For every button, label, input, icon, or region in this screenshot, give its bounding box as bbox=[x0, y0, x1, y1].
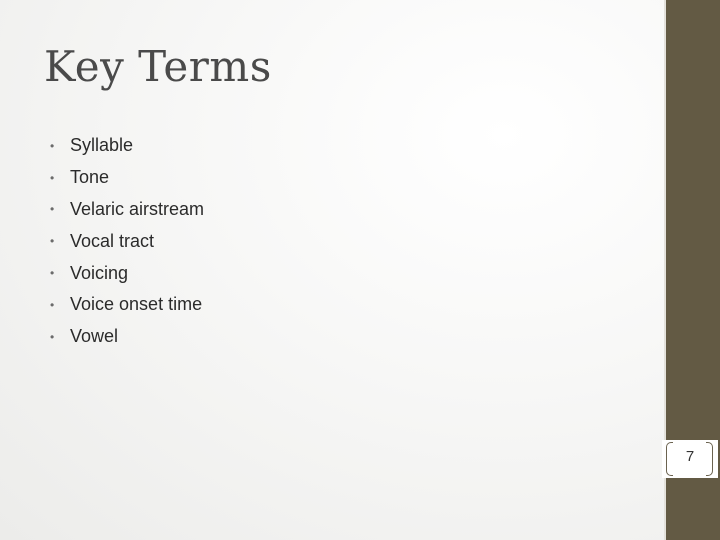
list-item bbox=[50, 130, 204, 162]
list-item bbox=[50, 321, 204, 353]
list-item bbox=[50, 225, 204, 257]
bullet-icon: • bbox=[50, 202, 55, 217]
bullet-icon: • bbox=[50, 266, 55, 281]
bullet-icon: • bbox=[50, 138, 55, 153]
bullet-text: Syllable bbox=[70, 135, 134, 156]
bullet-icon: • bbox=[50, 170, 55, 185]
bullet-text: Velaric airstream bbox=[70, 198, 205, 219]
slide-title: Key Terms bbox=[44, 42, 272, 91]
list-item bbox=[50, 257, 204, 289]
bullet-icon: • bbox=[50, 297, 55, 312]
page-number: 7 bbox=[685, 448, 695, 465]
bullet-text: Vowel bbox=[70, 326, 119, 347]
left-bracket-icon bbox=[666, 442, 673, 476]
bullet-text: Vocal tract bbox=[70, 230, 155, 251]
bullet-icon: • bbox=[50, 329, 55, 344]
list-item bbox=[50, 162, 204, 194]
list-item bbox=[50, 289, 204, 321]
bullet-text: Voicing bbox=[70, 262, 129, 283]
bullet-icon: • bbox=[50, 234, 55, 249]
bullet-text: Voice onset time bbox=[70, 294, 203, 315]
right-bracket-icon bbox=[706, 442, 713, 476]
bullet-text: Tone bbox=[70, 167, 110, 188]
bullet-list bbox=[50, 130, 204, 353]
list-item bbox=[50, 194, 204, 226]
